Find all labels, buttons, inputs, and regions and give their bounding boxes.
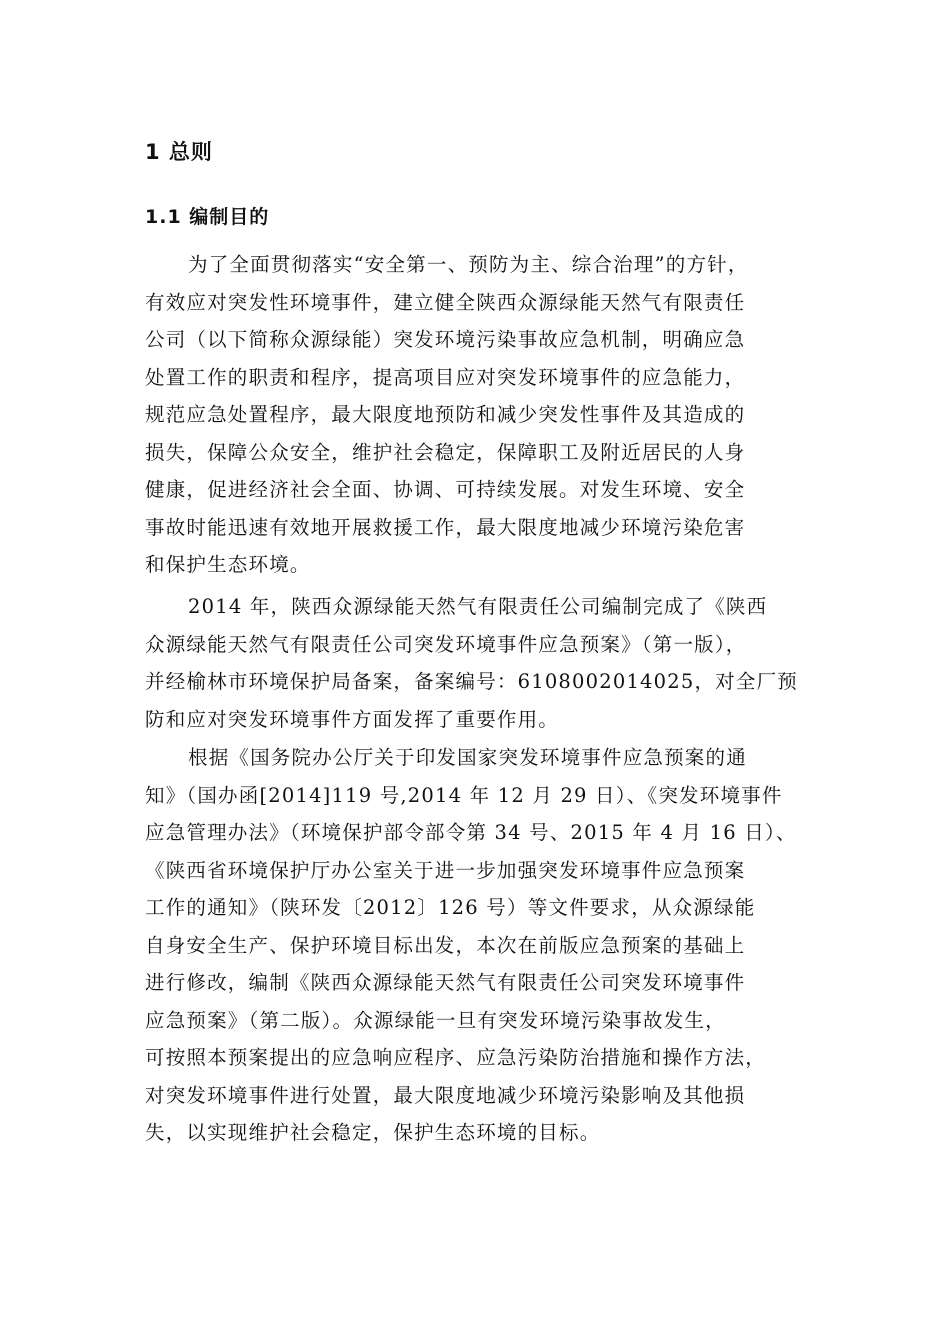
paragraph-purpose [145,246,825,584]
paragraph-line: 防和应对突发环境事件方面发挥了重要作用。 [145,707,560,731]
paragraph-history [145,588,825,738]
paragraph-line: 自身安全生产、保护环境目标出发，本次在前版应急预案的基础上 [145,933,746,957]
paragraph-line: 工作的通知》（陕环发〔2012〕126 号）等文件要求，从众源绿能 [145,896,756,919]
paragraph-line: 《陕西省环境保护厅办公室关于进一步加强突发环境事件应急预案 [145,858,746,882]
paragraph-line: 对突发环境事件进行处置，最大限度地减少环境污染影响及其他损 [145,1083,746,1107]
paragraph-line: 应急管理办法》（环境保护部令部令第 34 号、2015 年 4 月 16 日）、 [145,821,797,844]
paragraph-line: 并经榆林市环境保护局备案，备案编号：6108002014025，对全厂预 [145,670,798,693]
paragraph-line: 公司（以下简称众源绿能）突发环境污染事故应急机制，明确应急 [145,328,746,351]
paragraph-line: 有效应对突发性环境事件，建立健全陕西众源绿能天然气有限责任 [145,290,746,314]
paragraph-line: 根据《国务院办公厅关于印发国家突发环境事件应急预案的通 [188,746,747,769]
paragraph-line: 众源绿能天然气有限责任公司突发环境事件应急预案》（第一版）， [145,632,747,656]
section-heading: 1 总则 [145,140,213,164]
paragraph-line: 失，以实现维护社会稳定，保护生态环境的目标。 [145,1121,601,1144]
paragraph-line: 损失，保障公众安全，维护社会稳定，保障职工及附近居民的人身 [145,440,746,464]
paragraph-line: 可按照本预案提出的应急响应程序、应急污染防治措施和操作方法， [145,1046,767,1069]
paragraph-line: 处置工作的职责和程序，提高项目应对突发环境事件的应急能力， [145,365,746,389]
paragraph-line: 知》（国办函[2014]119 号,2014 年 12 月 29 日）、《突发环境事件 [145,783,783,807]
paragraph-line: 事故时能迅速有效地开展救援工作，最大限度地减少环境污染危害 [145,515,746,539]
paragraph-basis [145,739,825,1152]
paragraph-line: 为了全面贯彻落实“安全第一、预防为主、综合治理”的方针， [188,253,749,276]
subsection-heading: 1.1 编制目的 [145,206,270,228]
paragraph-line: 规范应急处置程序，最大限度地预防和减少突发性事件及其造成的 [145,403,746,426]
paragraph-line: 2014 年，陕西众源绿能天然气有限责任公司编制完成了《陕西 [188,595,768,618]
paragraph-line: 健康，促进经济社会全面、协调、可持续发展。对发生环境、安全 [145,478,746,501]
paragraph-line: 进行修改，编制《陕西众源绿能天然气有限责任公司突发环境事件 [145,971,746,994]
paragraph-line: 和保护生态环境。 [145,553,311,576]
paragraph-line: 应急预案》（第二版）。众源绿能一旦有突发环境污染事故发生， [145,1008,726,1032]
